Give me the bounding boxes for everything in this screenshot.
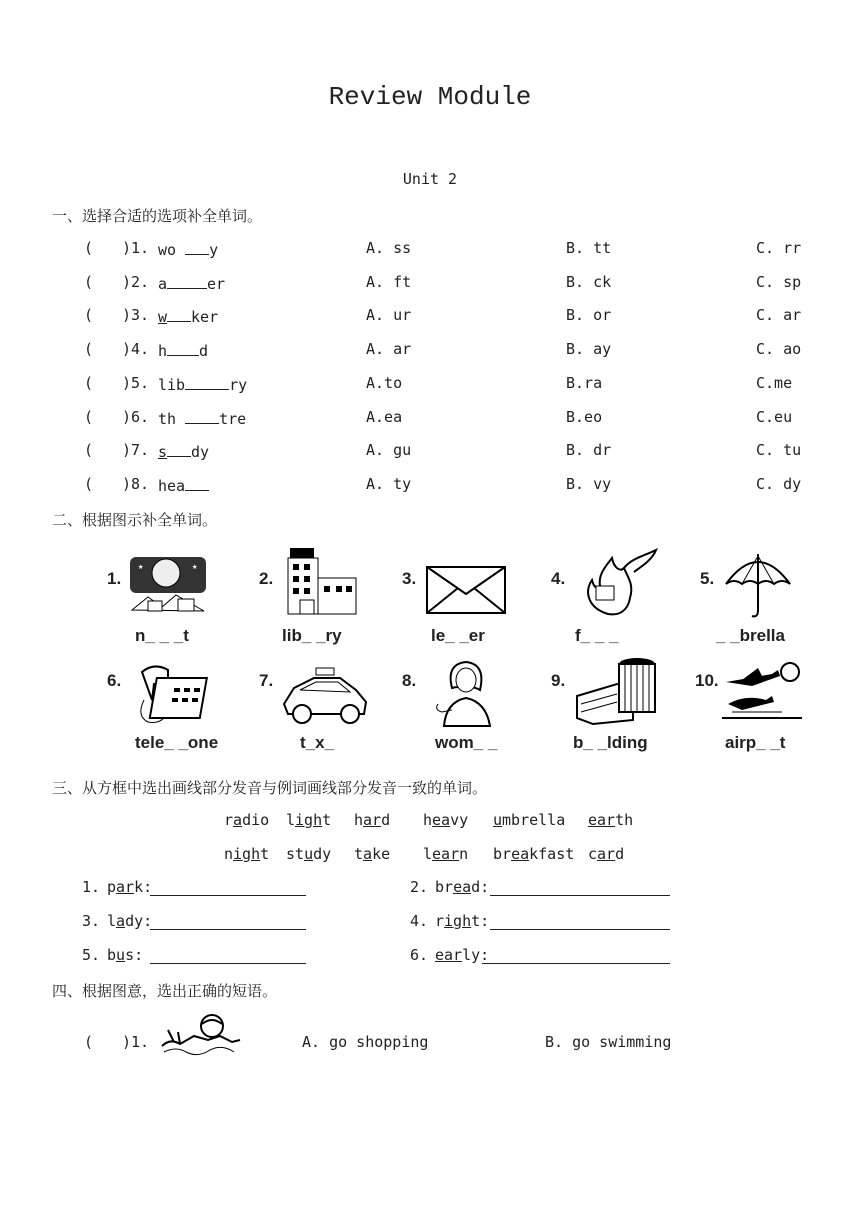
s3-word-underlined: a	[363, 845, 373, 863]
s3-q-post: s:	[125, 946, 144, 964]
s1-word-prefix: a	[158, 275, 168, 293]
s1-word-suffix: tre	[219, 410, 247, 428]
pic-num-3: 3.	[402, 569, 417, 588]
s3-q-pre: b	[107, 946, 117, 964]
s1-word-blank[interactable]	[167, 441, 191, 457]
s3-word-underlined: igh	[233, 845, 261, 863]
pic-num-9: 9.	[551, 671, 566, 690]
s1-option-b: B. ck	[566, 273, 612, 291]
s1-option-a: A. ft	[366, 273, 412, 291]
s3-question-number: 6.	[410, 946, 429, 964]
s1-word-prefix: wo	[158, 241, 186, 259]
pic-label-4: f_ _ _	[575, 626, 619, 645]
s1-option-a: A. ss	[366, 239, 412, 257]
s1-option-c: C.me	[756, 374, 793, 392]
pic-label-6: tele_ _one	[135, 733, 219, 752]
s3-word-underlined: ar	[597, 845, 616, 863]
s3-word-pre: l	[423, 845, 433, 863]
s3-word-pre: t	[354, 845, 364, 863]
s1-option-b: B. or	[566, 306, 612, 324]
s3-answer-line[interactable]	[482, 963, 670, 964]
s1-word-suffix: d	[199, 342, 209, 360]
s3-question-number: 1.	[82, 878, 101, 896]
s1-paren-open: (	[84, 340, 94, 358]
s4-number: )1.	[122, 1033, 150, 1051]
s3-box-word	[588, 811, 633, 829]
pic-num-6: 6.	[107, 671, 122, 690]
pic-num-2: 2.	[259, 569, 274, 588]
s1-word-suffix: ker	[191, 308, 219, 326]
s1-paren-open: (	[84, 306, 94, 324]
fire-icon	[578, 548, 658, 618]
s3-word-underlined: ear	[432, 845, 460, 863]
s4-option-a: A. go shopping	[302, 1033, 429, 1051]
s3-word-post: d	[615, 845, 625, 863]
s3-word-post: ke	[372, 845, 391, 863]
s1-word-blank[interactable]	[185, 408, 219, 424]
s1-option-c: C.eu	[756, 408, 793, 426]
s3-q-post: ly:	[462, 946, 490, 964]
s3-question-number: 4.	[410, 912, 429, 930]
s1-word-prefix: hea	[158, 477, 186, 495]
s3-word-underlined: igh	[295, 811, 323, 829]
s3-word-pre: c	[588, 845, 598, 863]
s1-word-prefix: s	[158, 443, 168, 461]
s1-option-b: B. ay	[566, 340, 612, 358]
s1-option-a: A. gu	[366, 441, 412, 459]
s1-option-c: C. dy	[756, 475, 802, 493]
s1-option-a: A. ty	[366, 475, 412, 493]
s1-word	[158, 441, 209, 461]
taxi-icon	[280, 664, 370, 726]
s1-number: )5.	[122, 374, 150, 392]
night-icon	[128, 555, 208, 617]
s3-word-underlined: u	[304, 845, 314, 863]
s1-word-blank[interactable]	[185, 239, 209, 255]
s1-word-prefix: h	[158, 342, 168, 360]
s1-number: )7.	[122, 441, 150, 459]
s3-answer-line[interactable]	[150, 929, 306, 930]
s1-paren-open: (	[84, 239, 94, 257]
pic-label-10: airp_ _t	[725, 733, 786, 752]
s1-option-a: A.to	[366, 374, 403, 392]
s1-option-b: B. tt	[566, 239, 612, 257]
s1-paren-open: (	[84, 273, 94, 291]
s3-word-pre: h	[423, 811, 433, 829]
pic-num-7: 7.	[259, 671, 274, 690]
s1-option-a: A. ar	[366, 340, 412, 358]
s1-word-prefix: th	[158, 410, 186, 428]
s1-number: )6.	[122, 408, 150, 426]
s3-answer-line[interactable]	[490, 895, 670, 896]
s1-paren-open: (	[84, 374, 94, 392]
s3-question-number: 3.	[82, 912, 101, 930]
pic-num-10: 10.	[695, 671, 719, 690]
pic-num-1: 1.	[107, 569, 122, 588]
s3-word-underlined: ea	[511, 845, 530, 863]
s3-question-word	[435, 946, 489, 964]
s3-q-post: k:	[134, 878, 153, 896]
s3-word-pre: l	[286, 811, 296, 829]
s1-option-b: B. vy	[566, 475, 612, 493]
s1-word-blank[interactable]	[185, 475, 209, 491]
s3-box-word	[423, 811, 468, 829]
s3-box-word	[286, 811, 331, 829]
s1-number: )4.	[122, 340, 150, 358]
s3-box-word	[493, 811, 565, 829]
s3-box-word	[286, 845, 331, 863]
s1-option-c: C. tu	[756, 441, 802, 459]
swimming-icon	[160, 1012, 244, 1062]
svg-text:★: ★	[138, 562, 144, 572]
section2-heading: 二、根据图示补全单词。	[52, 511, 218, 529]
s1-word-blank[interactable]	[167, 306, 191, 322]
s3-q-post: t:	[471, 912, 490, 930]
s3-word-underlined: ar	[363, 811, 382, 829]
s1-number: )2.	[122, 273, 150, 291]
s3-q-pre: p	[107, 878, 117, 896]
pic-label-8: wom_ _	[435, 733, 498, 752]
s1-word-prefix: lib	[158, 376, 186, 394]
s3-word-post: mbrella	[502, 811, 566, 829]
letter-icon	[426, 566, 506, 614]
s1-word	[158, 306, 218, 326]
pic-num-5: 5.	[700, 569, 715, 588]
s3-q-pre: l	[107, 912, 117, 930]
s3-question-word	[107, 912, 152, 930]
s1-paren-open: (	[84, 408, 94, 426]
s1-word-suffix: y	[209, 241, 219, 259]
s3-q-post: dy:	[125, 912, 153, 930]
s3-word-pre: st	[286, 845, 305, 863]
s3-word-underlined: ear	[588, 811, 616, 829]
s3-question-word	[435, 912, 489, 930]
s1-word-prefix: w	[158, 308, 168, 326]
page-title: Review Module	[328, 82, 532, 112]
s1-option-b: B.eo	[566, 408, 603, 426]
s3-q-underlined: ea	[453, 878, 472, 896]
s3-word-underlined: ea	[432, 811, 451, 829]
s3-word-post: dy	[313, 845, 332, 863]
s3-box-word	[224, 811, 269, 829]
s3-question-word	[107, 878, 152, 896]
umbrella-icon	[724, 550, 792, 620]
s1-word	[158, 408, 246, 428]
section3-heading: 三、从方框中选出画线部分发音与例词画线部分发音一致的单词。	[52, 779, 488, 797]
pic-label-9: b_ _lding	[573, 733, 648, 752]
s1-option-c: C. ar	[756, 306, 802, 324]
s3-word-post: dio	[242, 811, 270, 829]
s1-word-blank[interactable]	[167, 273, 207, 289]
s3-q-underlined: ar	[116, 878, 135, 896]
s3-answer-line[interactable]	[150, 895, 306, 896]
s3-question-word	[435, 878, 489, 896]
s3-q-post: d:	[471, 878, 490, 896]
s4-option-b: B. go swimming	[545, 1033, 672, 1051]
s3-word-pre: r	[224, 811, 234, 829]
s1-word-blank[interactable]	[185, 374, 229, 390]
section1-heading: 一、选择合适的选项补全单词。	[52, 207, 263, 225]
pic-label-3: le_ _er	[431, 626, 485, 645]
s1-word	[158, 475, 209, 495]
s1-number: )3.	[122, 306, 150, 324]
pic-num-8: 8.	[402, 671, 417, 690]
s1-word-blank[interactable]	[167, 340, 199, 356]
s3-q-underlined: igh	[444, 912, 472, 930]
woman-icon	[430, 658, 502, 728]
s3-question-word	[107, 946, 143, 964]
s1-paren-open: (	[84, 475, 94, 493]
s3-q-underlined: u	[116, 946, 126, 964]
s3-box-word	[354, 811, 390, 829]
s3-question-number: 2.	[410, 878, 429, 896]
airport-icon	[722, 660, 804, 724]
s3-word-pre: br	[493, 845, 512, 863]
s3-answer-line[interactable]	[490, 929, 670, 930]
s1-word	[158, 273, 225, 293]
s3-word-post: t	[260, 845, 270, 863]
s1-option-a: A.ea	[366, 408, 403, 426]
s3-word-post: vy	[450, 811, 469, 829]
s3-word-post: kfast	[529, 845, 575, 863]
telephone-icon	[134, 660, 214, 726]
svg-text:★: ★	[192, 562, 198, 572]
s3-q-pre: br	[435, 878, 454, 896]
s3-word-post: d	[381, 811, 391, 829]
s1-option-c: C. ao	[756, 340, 802, 358]
s3-box-word	[588, 845, 624, 863]
pic-num-4: 4.	[551, 569, 566, 588]
pic-label-7: t_x_	[300, 733, 335, 752]
pic-label-5: _ _brella	[716, 626, 785, 645]
s1-number: )1.	[122, 239, 150, 257]
s1-option-b: B. dr	[566, 441, 612, 459]
s1-option-a: A. ur	[366, 306, 412, 324]
s3-word-pre: h	[354, 811, 364, 829]
s3-box-word	[423, 845, 468, 863]
s3-answer-line[interactable]	[150, 963, 306, 964]
s3-q-underlined: ear	[435, 946, 463, 964]
s1-word	[158, 239, 218, 259]
s3-word-post: th	[615, 811, 634, 829]
s3-word-post: t	[322, 811, 332, 829]
s4-paren-open: (	[84, 1033, 94, 1051]
s1-word-suffix: er	[207, 275, 226, 293]
s3-question-number: 5.	[82, 946, 101, 964]
s1-number: )8.	[122, 475, 150, 493]
s3-box-word	[354, 845, 390, 863]
pic-label-2: lib_ _ry	[282, 626, 342, 645]
library-icon	[280, 546, 358, 616]
s3-word-post: n	[459, 845, 469, 863]
s3-q-underlined: a	[116, 912, 126, 930]
s3-box-word	[493, 845, 574, 863]
pic-label-1: n_ _ _t	[135, 626, 189, 645]
s3-word-pre: n	[224, 845, 234, 863]
s1-option-c: C. rr	[756, 239, 802, 257]
s3-box-word	[224, 845, 269, 863]
s1-option-c: C. sp	[756, 273, 802, 291]
s1-word-suffix: dy	[191, 443, 210, 461]
s1-word	[158, 374, 247, 394]
s1-word-suffix: ry	[229, 376, 248, 394]
s3-word-underlined: u	[493, 811, 503, 829]
section4-heading: 四、根据图意，选出正确的短语。	[52, 982, 278, 1000]
s1-paren-open: (	[84, 441, 94, 459]
building-icon	[573, 656, 663, 726]
unit-label: Unit 2	[402, 170, 458, 188]
s3-word-underlined: a	[233, 811, 243, 829]
s3-q-pre: r	[435, 912, 445, 930]
s1-option-b: B.ra	[566, 374, 603, 392]
s1-word	[158, 340, 208, 360]
